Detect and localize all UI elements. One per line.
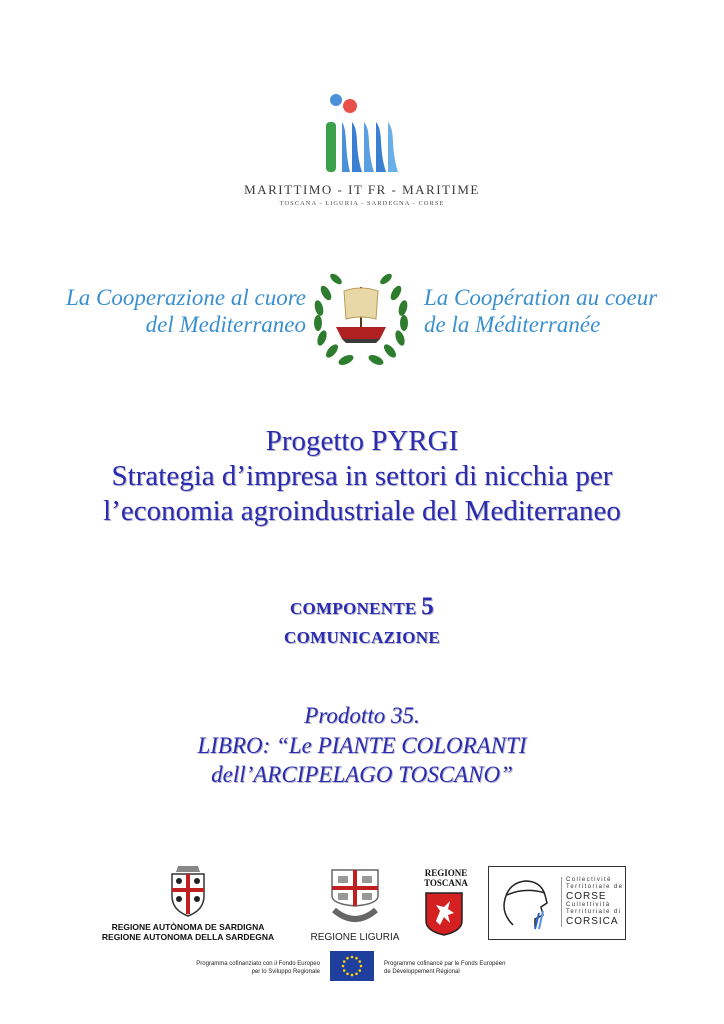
corse-text-4: Cullettività bbox=[566, 902, 611, 908]
eu-star bbox=[343, 969, 346, 972]
product-number: Prodotto 35. bbox=[304, 703, 420, 728]
liguria-crest-icon bbox=[326, 866, 384, 930]
funding-it-line2: per lo Sviluppo Regionale bbox=[251, 969, 320, 975]
sardegna-name-sardinian: REGIONE AUTÒNOMA DE SARDIGNA bbox=[111, 922, 265, 932]
motto-french bbox=[424, 284, 664, 338]
eu-star bbox=[346, 972, 349, 975]
component-number: 5 bbox=[421, 593, 435, 620]
toscana-name-line2: TOSCANA bbox=[424, 878, 468, 888]
funding-fr-line2: de Développement Régional bbox=[384, 969, 460, 975]
eu-star bbox=[355, 957, 358, 960]
component-heading bbox=[0, 593, 724, 621]
corse-text-1: Collectivité bbox=[566, 877, 612, 883]
project-subtitle-line1: Strategia d’impresa in settori di nicchia per bbox=[111, 460, 613, 492]
eu-flag-icon bbox=[330, 951, 374, 981]
eu-star bbox=[358, 960, 361, 963]
motto-it-line1: La Cooperazione al cuore bbox=[66, 285, 306, 310]
corse-text-2: Territoriale de bbox=[566, 884, 624, 890]
project-title: Progetto PYRGI bbox=[265, 425, 459, 457]
eu-star bbox=[351, 956, 354, 959]
eu-star bbox=[343, 960, 346, 963]
motto-fr-line2: de la Méditerranée bbox=[424, 312, 601, 337]
program-regions: TOSCANA - LIGURIA - SARDEGNA - CORSE bbox=[279, 200, 445, 207]
eu-star bbox=[351, 974, 354, 977]
sardegna-name-italian: REGIONE AUTONOMA DELLA SARDEGNA bbox=[101, 932, 275, 942]
liguria-name: REGIONE LIGURIA bbox=[310, 932, 400, 943]
product-title-line1: LIBRO: “Le PIANTE COLORANTI bbox=[197, 733, 527, 758]
motto-it-line2: del Mediterraneo bbox=[145, 312, 306, 337]
program-name: MARITTIMO - IT FR - MARITIME bbox=[244, 182, 480, 197]
funding-it-line1: Programma cofinanziato con il Fondo Europeo bbox=[196, 961, 320, 967]
sardegna-crest-icon bbox=[164, 864, 212, 918]
corse-text-5: Territuriale di bbox=[566, 909, 622, 915]
motto-italian bbox=[66, 284, 306, 338]
motto-fr-line1: La Coopération au coeur bbox=[424, 285, 658, 310]
moor-head-icon bbox=[495, 873, 553, 933]
eu-star bbox=[342, 965, 345, 968]
component-name: COMUNICAZIONE bbox=[284, 628, 440, 647]
ship-wreath-emblem bbox=[306, 263, 416, 371]
interreg-marittimo-logo bbox=[318, 92, 404, 178]
product-title-line2: dell’ARCIPELAGO TOSCANO” bbox=[211, 762, 513, 787]
eu-star bbox=[346, 957, 349, 960]
corse-text-6: CORSICA bbox=[566, 916, 619, 927]
component-label: COMPONENTE bbox=[289, 599, 417, 618]
funding-fr-line1: Programme cofinancé par le Fonds Européen bbox=[384, 961, 506, 967]
eu-star bbox=[358, 969, 361, 972]
corse-text-3: CORSE bbox=[566, 891, 607, 902]
funding-italian bbox=[150, 960, 320, 976]
project-subtitle-line2: l’economia agroindustriale del Mediterraneo bbox=[103, 495, 621, 527]
corse-logo bbox=[488, 866, 626, 940]
eu-star bbox=[360, 965, 363, 968]
toscana-name-line1: REGIONE bbox=[424, 868, 468, 878]
corse-text bbox=[561, 877, 626, 927]
toscana-pegasus-icon bbox=[424, 891, 464, 937]
funding-french bbox=[384, 960, 564, 976]
eu-star bbox=[355, 972, 358, 975]
